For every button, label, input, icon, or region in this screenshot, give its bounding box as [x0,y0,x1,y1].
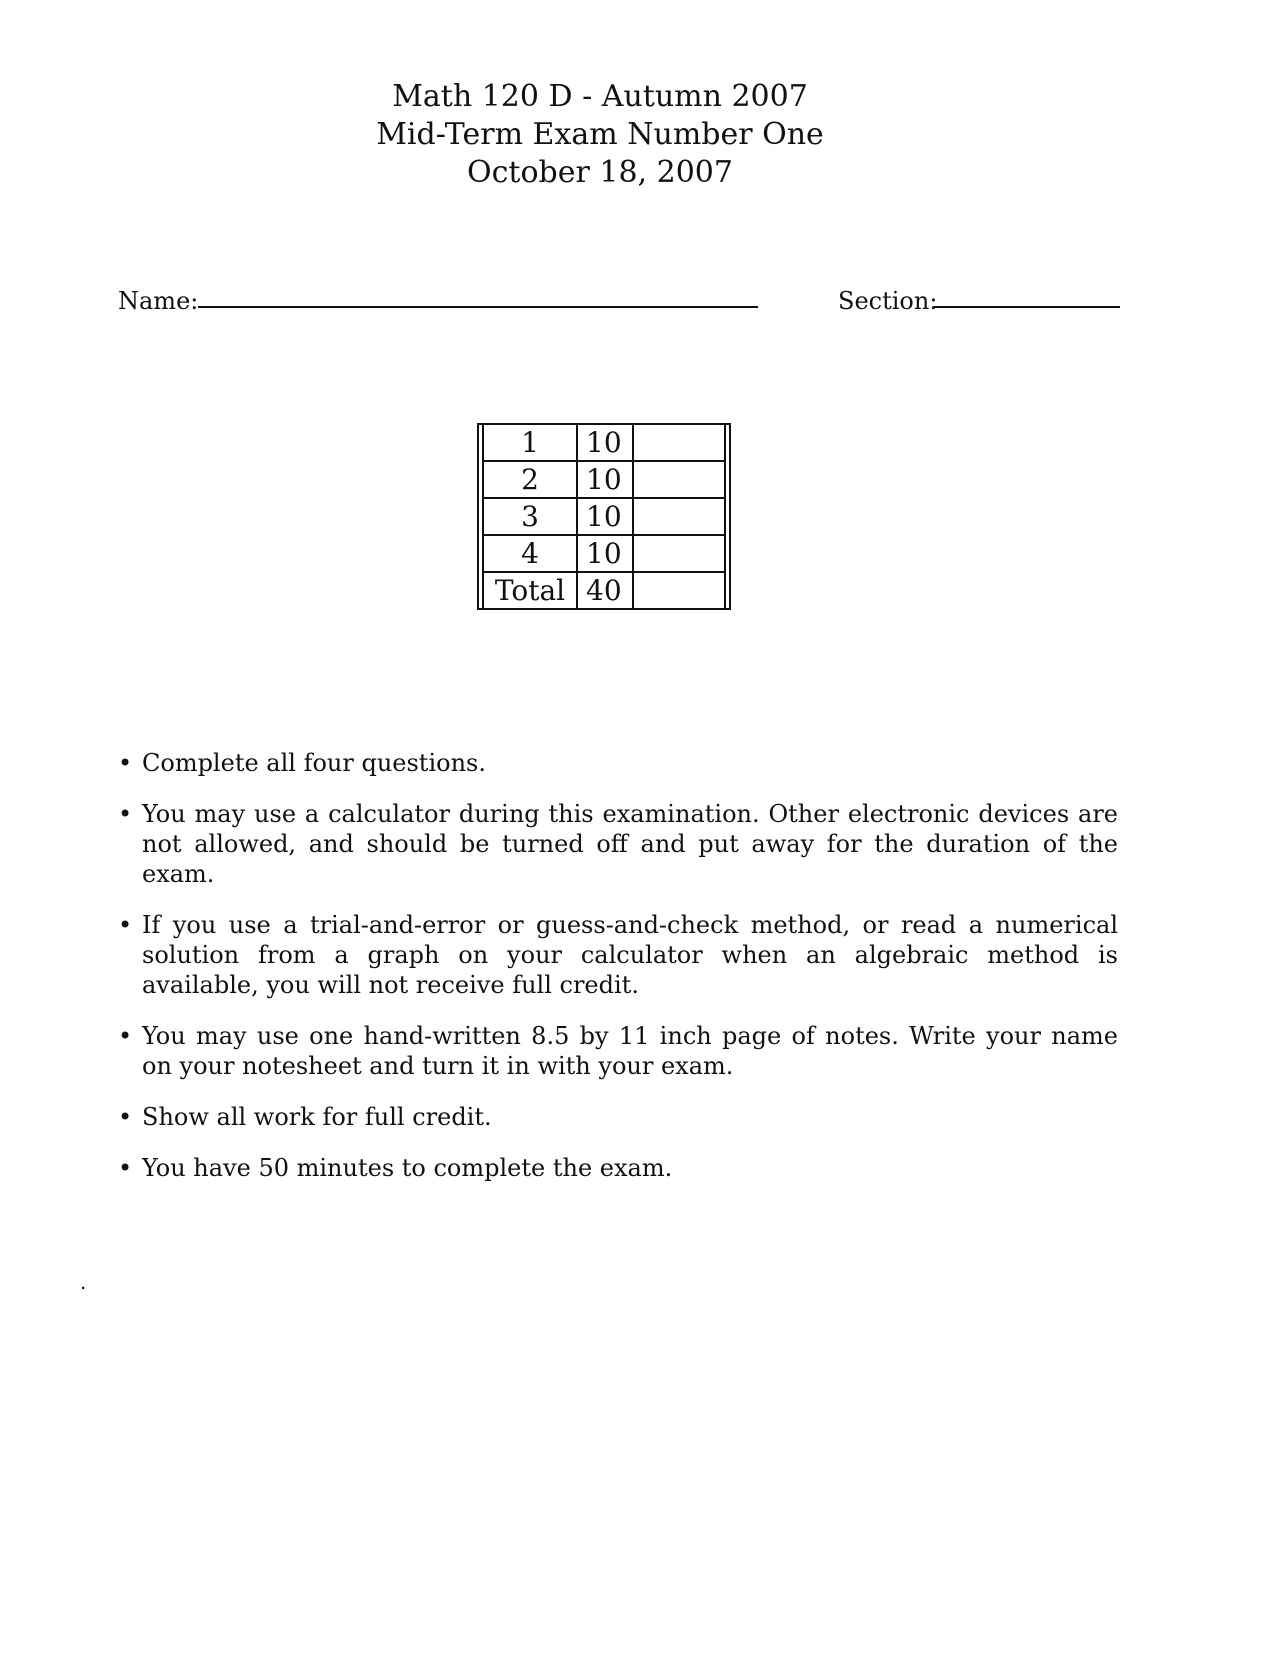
list-item [118,910,1118,1000]
exam-header [0,78,1280,192]
exam-title: Mid-Term Exam Number One [376,117,824,152]
bullet-icon: • [118,1103,133,1131]
instructions-list [118,748,1118,1204]
table-row [484,498,724,535]
instruction-text: You have 50 minutes to complete the exam. [142,1154,673,1182]
question-number: 2 [484,461,577,498]
name-field [118,286,198,316]
total-points: 40 [577,572,633,608]
question-points: 10 [577,498,633,535]
total-score-blank [633,572,724,608]
total-label: Total [484,572,577,608]
list-item [118,1021,1118,1081]
list-item [118,1102,1118,1132]
exam-date: October 18, 2007 [467,155,733,190]
bullet-icon: • [118,800,133,828]
question-points: 10 [577,535,633,572]
instruction-text: Show all work for full credit. [142,1103,492,1131]
table-row [484,425,724,461]
name-blank-line [198,306,758,308]
course-title: Math 120 D - Autumn 2007 [392,79,808,114]
question-number: 1 [484,425,577,461]
bullet-icon: • [118,1022,133,1050]
score-grid [484,425,724,608]
section-label: Section: [838,287,938,315]
bullet-icon: • [118,911,133,939]
question-number: 4 [484,535,577,572]
instruction-text: You may use one hand-written 8.5 by 11 inch page of notes. Write your name on your notesheet and turn it in with your exam. [142,1022,1118,1080]
table-row [484,572,724,608]
table-row [484,535,724,572]
instruction-text: Complete all four questions. [142,749,486,777]
question-points: 10 [577,461,633,498]
score-blank [633,461,724,498]
bullet-icon: • [118,1154,133,1182]
score-table [477,423,731,610]
name-label: Name: [118,287,199,315]
bullet-icon: • [118,749,133,777]
list-item [118,748,1118,778]
score-blank [633,425,724,461]
question-points: 10 [577,425,633,461]
list-item [118,1153,1118,1183]
question-number: 3 [484,498,577,535]
stray-mark: . [80,1270,87,1294]
section-blank-line [934,306,1120,308]
instruction-text: You may use a calculator during this examination. Other electronic devices are not allowed, and should be turned off and put away for the duration of the exam. [142,800,1118,888]
score-blank [633,535,724,572]
score-table-inner-border [482,425,726,608]
table-row [484,461,724,498]
instruction-text: If you use a trial-and-error or guess-and-check method, or read a numerical solution from a graph on your calculator when an algebraic method is available, you will not receive full credit. [142,911,1118,999]
section-field [838,286,937,316]
list-item [118,799,1118,889]
score-blank [633,498,724,535]
